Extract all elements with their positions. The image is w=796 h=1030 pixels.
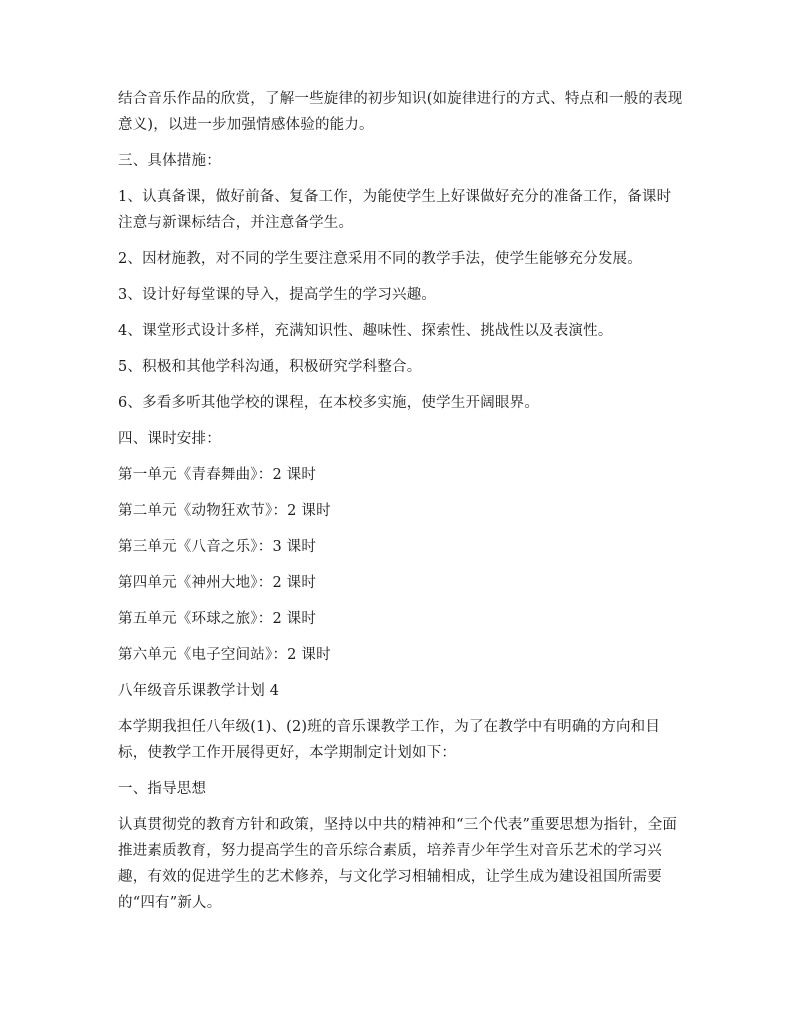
- measure-item-4: 4、课堂形式设计多样，充满知识性、趣味性、探索性、挑战性以及表演性。: [118, 323, 613, 339]
- measure-item-5: 5、积极和其他学科沟通，积极研究学科整合。: [118, 359, 422, 375]
- measure-item-1: 1、认真备课，做好前备、复备工作，为能使学生上好课做好充分的准备工作，备课时注意与新课标结合，并注意备学生。: [118, 189, 672, 231]
- heading-specific-measures: 三、具体措施：: [118, 153, 221, 169]
- heading-lesson-schedule: 四、课时安排：: [118, 431, 221, 447]
- measure-item-6: 6、多看多听其他学校的课程，在本校多实施，使学生开阔眼界。: [118, 395, 540, 411]
- schedule-unit-3: 第三单元《八音之乐》：3 课时: [118, 539, 317, 555]
- schedule-unit-5: 第五单元《环球之旅》：2 课时: [118, 611, 317, 627]
- schedule-unit-2: 第二单元《动物狂欢节》：2 课时: [118, 503, 331, 519]
- paragraph-intro: 本学期我担任八年级(1)、(2)班的音乐课教学工作，为了在教学中有明确的方向和目标，使教学工作开展得更好，本学期制定计划如下：: [118, 719, 661, 761]
- plan-title-4: 八年级音乐课教学计划 4: [118, 683, 280, 699]
- measure-item-2: 2、因材施教，对不同的学生要注意采用不同的教学手法，使学生能够充分发展。: [118, 251, 642, 267]
- schedule-unit-4: 第四单元《神州大地》：2 课时: [118, 575, 317, 591]
- schedule-unit-6: 第六单元《电子空间站》：2 课时: [118, 647, 331, 663]
- paragraph-melody-knowledge: 结合音乐作品的欣赏，了解一些旋律的初步知识(如旋律进行的方式、特点和一般的表现意义)，以进一步加强情感体验的能力。: [118, 91, 683, 133]
- document-page: [118, 86, 684, 926]
- schedule-unit-1: 第一单元《青春舞曲》：2 课时: [118, 467, 317, 483]
- measure-item-3: 3、设计好每堂课的导入，提高学生的学习兴趣。: [118, 287, 437, 303]
- paragraph-guiding-ideology: 认真贯彻党的教育方针和政策，坚持以中共的精神和“三个代表”重要思想为指针，全面推进素质教育，努力提高学生的音乐综合素质，培养青少年学生对音乐艺术的学习兴趣，有效的促进学生的艺术修养，与文化学习相辅相成，让学生成为建设祖国所需要的“四有”新人。: [118, 817, 678, 911]
- heading-guiding-ideology: 一、指导思想: [118, 781, 207, 797]
